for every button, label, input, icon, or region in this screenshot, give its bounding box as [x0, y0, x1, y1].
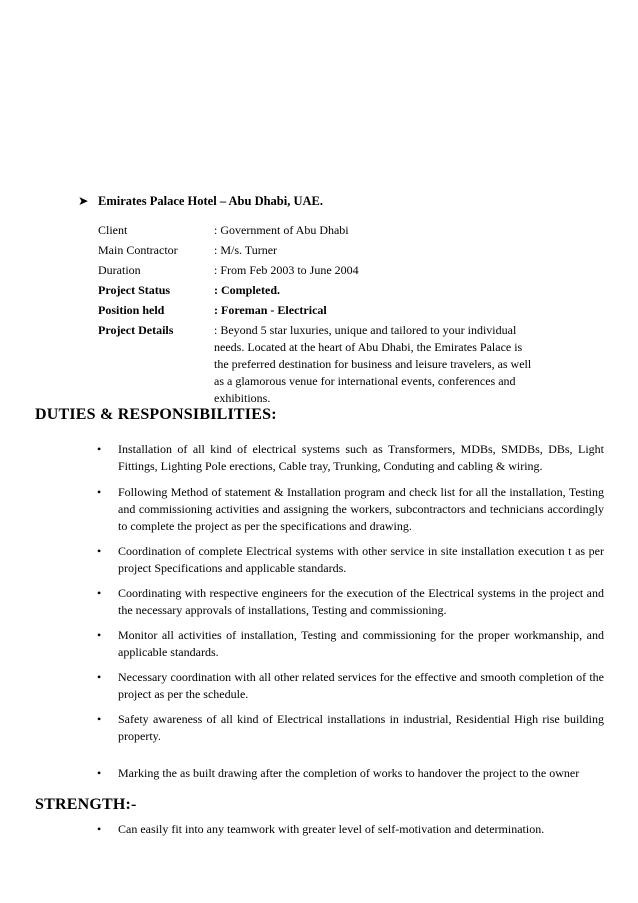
detail-row-position-held — [98, 302, 538, 319]
bullet-dot-icon: • — [97, 544, 102, 558]
bullet-dot-icon: • — [97, 442, 102, 456]
detail-label: Project Details — [98, 323, 174, 337]
detail-row-project-details — [98, 322, 538, 407]
list-item: • Coordination of complete Electrical systems with other service in site installation execution t as per project Specifications and applicable standards. — [97, 544, 604, 575]
bullet-dot-icon: • — [97, 670, 102, 684]
list-item: • Coordinating with respective engineers for the execution of the Electrical systems in the project and the necessary approvals of installations, Testing and commissioning. — [97, 586, 604, 617]
strength-heading: STRENGTH:- — [35, 796, 137, 813]
detail-value: : M/s. Turner — [214, 243, 278, 257]
arrow-bullet-icon: ➤ — [78, 194, 89, 208]
detail-row-client — [98, 222, 538, 239]
list-item: • Can easily fit into any teamwork with greater level of self-motivation and determination. — [97, 822, 545, 836]
list-item: • Monitor all activities of installation, Testing and commissioning for the proper workmanship, and applicable standards. — [97, 628, 604, 659]
detail-label: Client — [98, 223, 128, 237]
detail-row-project-status — [98, 282, 538, 299]
list-item: • Following Method of statement & Installation program and check list for all the installation, Testing and commissioning activities and assigning the workers, subcontractors and technicians accordingly to complete the project as per the specifications and drawing. — [97, 485, 604, 533]
list-item: • Necessary coordination with all other related services for the effective and smooth completion of the project as per the schedule. — [97, 670, 604, 701]
bullet-dot-icon: • — [97, 766, 102, 780]
list-item: • Marking the as built drawing after the completion of works to handover the project to the owner — [97, 766, 580, 780]
bullet-dot-icon: • — [97, 628, 102, 642]
list-item: • Safety awareness of all kind of Electrical installations in industrial, Residential High rise building property. — [97, 712, 604, 743]
project-title: Emirates Palace Hotel – Abu Dhabi, UAE. — [98, 194, 323, 208]
detail-label: Duration — [98, 263, 141, 277]
duties-heading: DUTIES & RESPONSIBILITIES: — [35, 406, 277, 423]
list-item: • Installation of all kind of electrical systems such as Transformers, MDBs, SMDBs, DBs, Light Fittings, Lighting Pole erections, Cable tray, Trunking, Conduting and cabling & wiring. — [97, 442, 604, 473]
detail-value: : Completed. — [214, 283, 280, 297]
bullet-dot-icon: • — [97, 712, 102, 726]
detail-row-duration — [98, 262, 538, 279]
detail-row-main-contractor — [98, 242, 538, 259]
bullet-dot-icon: • — [97, 485, 102, 499]
detail-value: : Beyond 5 star luxuries, unique and tailored to your individual needs. Located at the heart of Abu Dhabi, the Emirates Palace is the preferred destination for business and leisure travelers, as well as a glamorous venue for international events, conferences and exhibitions. — [214, 323, 532, 405]
detail-label: Project Status — [98, 283, 171, 297]
detail-value: : Foreman - Electrical — [214, 303, 327, 317]
bullet-dot-icon: • — [97, 822, 102, 836]
project-details-table — [98, 222, 538, 410]
detail-value: : From Feb 2003 to June 2004 — [214, 263, 359, 277]
project-heading — [78, 193, 323, 209]
detail-label: Position held — [98, 303, 165, 317]
bullet-dot-icon: • — [97, 586, 102, 600]
detail-value: : Government of Abu Dhabi — [214, 223, 349, 237]
detail-label: Main Contractor — [98, 243, 178, 257]
